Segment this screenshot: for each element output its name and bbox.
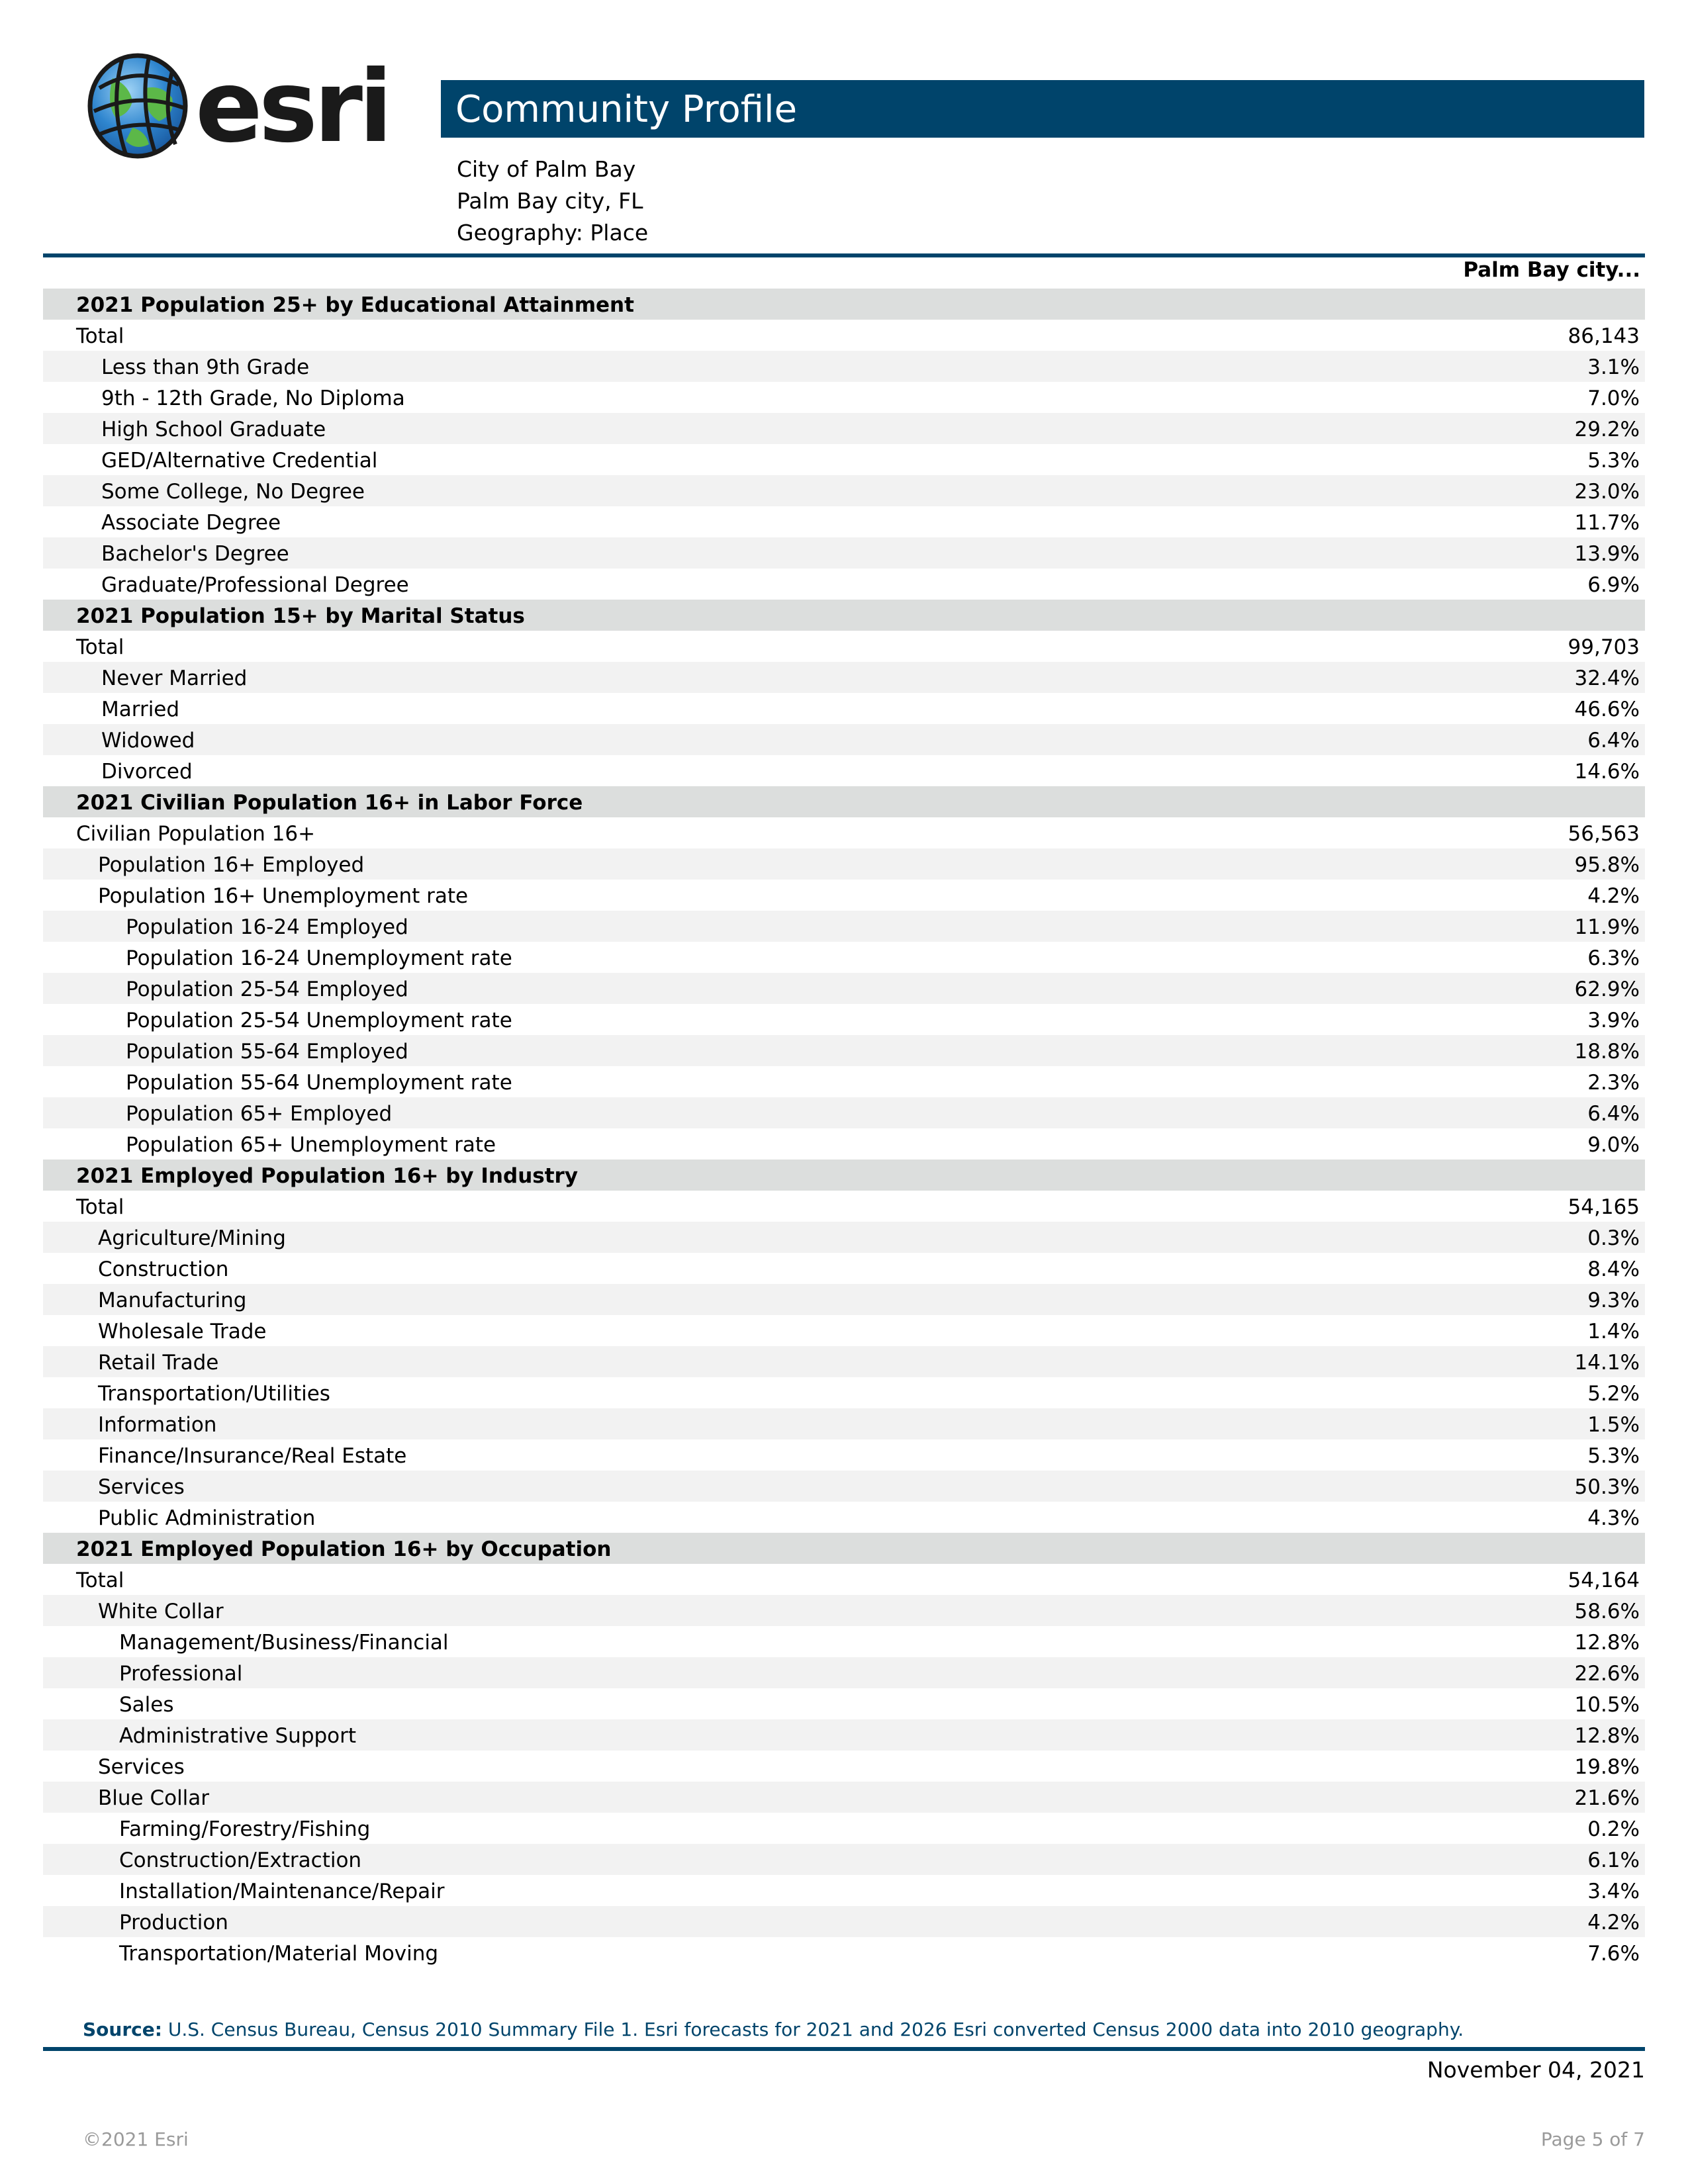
row-value: 14.6% (1574, 760, 1640, 784)
row-value: 86,143 (1568, 324, 1640, 348)
row-value: 99,703 (1568, 635, 1640, 659)
row-label: Finance/Insurance/Real Estate (98, 1444, 407, 1468)
row-value: 22.6% (1574, 1662, 1640, 1686)
row-label: Public Administration (98, 1506, 316, 1530)
row-value: 12.8% (1574, 1724, 1640, 1748)
profile-table (43, 289, 1645, 1968)
table-row (43, 1502, 1645, 1533)
row-label: GED/Alternative Credential (101, 449, 378, 473)
row-value: 11.9% (1574, 915, 1640, 939)
row-label: Manufacturing (98, 1289, 247, 1312)
table-row (43, 475, 1645, 506)
row-value: 5.3% (1587, 449, 1640, 473)
row-value: 58.6% (1574, 1600, 1640, 1623)
row-label: Widowed (101, 729, 195, 752)
table-row (43, 1315, 1645, 1346)
row-label: Married (101, 698, 180, 721)
source-text: U.S. Census Bureau, Census 2010 Summary File 1. Esri forecasts for 2021 and 2026 Esri converted Census 2000 data into 2010 geography. (162, 2019, 1464, 2040)
header-divider (43, 253, 1645, 257)
section-title: 2021 Civilian Population 16+ in Labor Force (76, 791, 583, 815)
table-row (43, 1937, 1645, 1968)
table-row (43, 1813, 1645, 1844)
section-title: 2021 Employed Population 16+ by Industry (76, 1164, 579, 1188)
table-row (43, 1408, 1645, 1439)
table-row (43, 444, 1645, 475)
row-value: 3.9% (1587, 1009, 1640, 1032)
table-row (43, 506, 1645, 537)
row-value: 0.2% (1587, 1817, 1640, 1841)
row-label: Wholesale Trade (98, 1320, 267, 1343)
table-row (43, 413, 1645, 444)
row-label: Administrative Support (119, 1724, 357, 1748)
table-row (43, 1719, 1645, 1751)
report-title: Community Profile (455, 88, 798, 131)
row-label: Divorced (101, 760, 193, 784)
row-label: Total (76, 1195, 124, 1219)
table-row (43, 537, 1645, 569)
row-label: Management/Business/Financial (119, 1631, 449, 1655)
table-row (43, 1782, 1645, 1813)
row-value: 8.4% (1587, 1257, 1640, 1281)
copyright: ©2021 Esri (83, 2128, 189, 2150)
row-label: Bachelor's Degree (101, 542, 289, 566)
row-label: Population 65+ Employed (126, 1102, 393, 1126)
place-name: Palm Bay city, FL (457, 188, 643, 214)
row-label: Population 25-54 Unemployment rate (126, 1009, 512, 1032)
table-row (43, 1253, 1645, 1284)
row-value: 54,164 (1568, 1569, 1640, 1592)
area-name: City of Palm Bay (457, 156, 636, 182)
row-label: Sales (119, 1693, 174, 1717)
table-row (43, 1844, 1645, 1875)
row-value: 32.4% (1574, 666, 1640, 690)
row-value: 9.0% (1587, 1133, 1640, 1157)
report-title-bar (441, 80, 1644, 138)
table-row (43, 942, 1645, 973)
row-value: 46.6% (1574, 698, 1640, 721)
section-title: 2021 Population 25+ by Educational Attainment (76, 293, 634, 317)
row-value: 6.1% (1587, 1848, 1640, 1872)
table-row (43, 320, 1645, 351)
row-value: 3.4% (1587, 1880, 1640, 1903)
row-value: 10.5% (1574, 1693, 1640, 1717)
row-value: 56,563 (1568, 822, 1640, 846)
table-row (43, 755, 1645, 786)
section-header (43, 1160, 1645, 1191)
row-label: Population 25-54 Employed (126, 978, 408, 1001)
table-row (43, 1346, 1645, 1377)
table-row (43, 724, 1645, 755)
row-label: Production (119, 1911, 228, 1934)
table-row (43, 569, 1645, 600)
row-label: 9th - 12th Grade, No Diploma (101, 387, 405, 410)
row-value: 54,165 (1568, 1195, 1640, 1219)
table-row (43, 848, 1645, 880)
row-label: White Collar (98, 1600, 224, 1623)
table-row (43, 693, 1645, 724)
row-label: Associate Degree (101, 511, 281, 535)
row-value: 23.0% (1574, 480, 1640, 504)
row-value: 1.5% (1587, 1413, 1640, 1437)
table-row (43, 1004, 1645, 1035)
row-label: Total (76, 635, 124, 659)
row-value: 29.2% (1574, 418, 1640, 441)
row-value: 18.8% (1574, 1040, 1640, 1064)
row-label: Population 16+ Employed (98, 853, 365, 877)
table-row (43, 880, 1645, 911)
globe-icon (86, 52, 397, 161)
table-row (43, 1222, 1645, 1253)
row-label: Total (76, 1569, 124, 1592)
table-row (43, 1377, 1645, 1408)
row-label: Farming/Forestry/Fishing (119, 1817, 371, 1841)
area-info (457, 154, 648, 249)
row-value: 6.4% (1587, 729, 1640, 752)
table-row (43, 817, 1645, 848)
row-value: 7.6% (1587, 1942, 1640, 1966)
row-label: Graduate/Professional Degree (101, 573, 409, 597)
row-value: 12.8% (1574, 1631, 1640, 1655)
row-label: Never Married (101, 666, 248, 690)
row-value: 13.9% (1574, 542, 1640, 566)
row-value: 95.8% (1574, 853, 1640, 877)
table-row (43, 382, 1645, 413)
row-label: Construction/Extraction (119, 1848, 362, 1872)
row-label: Professional (119, 1662, 243, 1686)
row-label: Information (98, 1413, 217, 1437)
section-title: 2021 Population 15+ by Marital Status (76, 604, 525, 628)
table-row (43, 351, 1645, 382)
footer-divider (43, 2047, 1645, 2051)
row-label: Services (98, 1755, 185, 1779)
row-label: Some College, No Degree (101, 480, 365, 504)
table-row (43, 1035, 1645, 1066)
table-row (43, 1471, 1645, 1502)
row-value: 6.3% (1587, 946, 1640, 970)
row-value: 7.0% (1587, 387, 1640, 410)
row-label: Retail Trade (98, 1351, 219, 1375)
row-value: 4.3% (1587, 1506, 1640, 1530)
row-value: 5.2% (1587, 1382, 1640, 1406)
page-number: Page 5 of 7 (1540, 2128, 1645, 2150)
row-label: Population 65+ Unemployment rate (126, 1133, 496, 1157)
table-row (43, 1097, 1645, 1128)
table-row (43, 911, 1645, 942)
row-label: Population 16-24 Employed (126, 915, 408, 939)
geography-type: Geography: Place (457, 220, 649, 246)
table-row (43, 662, 1645, 693)
table-row (43, 1657, 1645, 1688)
row-value: 3.1% (1587, 355, 1640, 379)
section-header (43, 289, 1645, 320)
row-label: Services (98, 1475, 185, 1499)
row-value: 62.9% (1574, 978, 1640, 1001)
report-date: November 04, 2021 (1427, 2057, 1645, 2083)
row-label: Less than 9th Grade (101, 355, 310, 379)
row-label: Construction (98, 1257, 229, 1281)
row-value: 2.3% (1587, 1071, 1640, 1095)
section-header (43, 786, 1645, 817)
section-header (43, 600, 1645, 631)
row-label: Population 55-64 Unemployment rate (126, 1071, 512, 1095)
row-value: 6.4% (1587, 1102, 1640, 1126)
row-label: Total (76, 324, 124, 348)
table-row (43, 1751, 1645, 1782)
row-label: Transportation/Material Moving (119, 1942, 439, 1966)
row-label: Transportation/Utilities (98, 1382, 330, 1406)
table-row (43, 1439, 1645, 1471)
row-value: 21.6% (1574, 1786, 1640, 1810)
row-value: 14.1% (1574, 1351, 1640, 1375)
table-row (43, 1564, 1645, 1595)
section-header (43, 1533, 1645, 1564)
row-value: 11.7% (1574, 511, 1640, 535)
row-label: Population 16-24 Unemployment rate (126, 946, 512, 970)
row-value: 0.3% (1587, 1226, 1640, 1250)
section-title: 2021 Employed Population 16+ by Occupation (76, 1537, 612, 1561)
row-label: Population 16+ Unemployment rate (98, 884, 469, 908)
row-label: Civilian Population 16+ (76, 822, 316, 846)
row-value: 4.2% (1587, 884, 1640, 908)
table-row (43, 973, 1645, 1004)
row-label: Installation/Maintenance/Repair (119, 1880, 445, 1903)
row-label: Blue Collar (98, 1786, 210, 1810)
row-label: High School Graduate (101, 418, 326, 441)
row-label: Agriculture/Mining (98, 1226, 286, 1250)
source-label: Source: (83, 2019, 162, 2040)
row-label: Population 55-64 Employed (126, 1040, 408, 1064)
table-row (43, 1128, 1645, 1160)
table-row (43, 631, 1645, 662)
row-value: 6.9% (1587, 573, 1640, 597)
table-row (43, 1066, 1645, 1097)
row-value: 19.8% (1574, 1755, 1640, 1779)
esri-logo (86, 52, 397, 161)
table-row (43, 1626, 1645, 1657)
table-row (43, 1875, 1645, 1906)
table-row (43, 1284, 1645, 1315)
logo-wordmark: esri (195, 52, 389, 161)
source-note (83, 2019, 1464, 2040)
row-value: 5.3% (1587, 1444, 1640, 1468)
row-value: 4.2% (1587, 1911, 1640, 1934)
table-row (43, 1595, 1645, 1626)
row-value: 50.3% (1574, 1475, 1640, 1499)
row-value: 9.3% (1587, 1289, 1640, 1312)
table-row (43, 1906, 1645, 1937)
table-row (43, 1191, 1645, 1222)
table-row (43, 1688, 1645, 1719)
row-value: 1.4% (1587, 1320, 1640, 1343)
column-header: Palm Bay city... (1463, 258, 1640, 282)
